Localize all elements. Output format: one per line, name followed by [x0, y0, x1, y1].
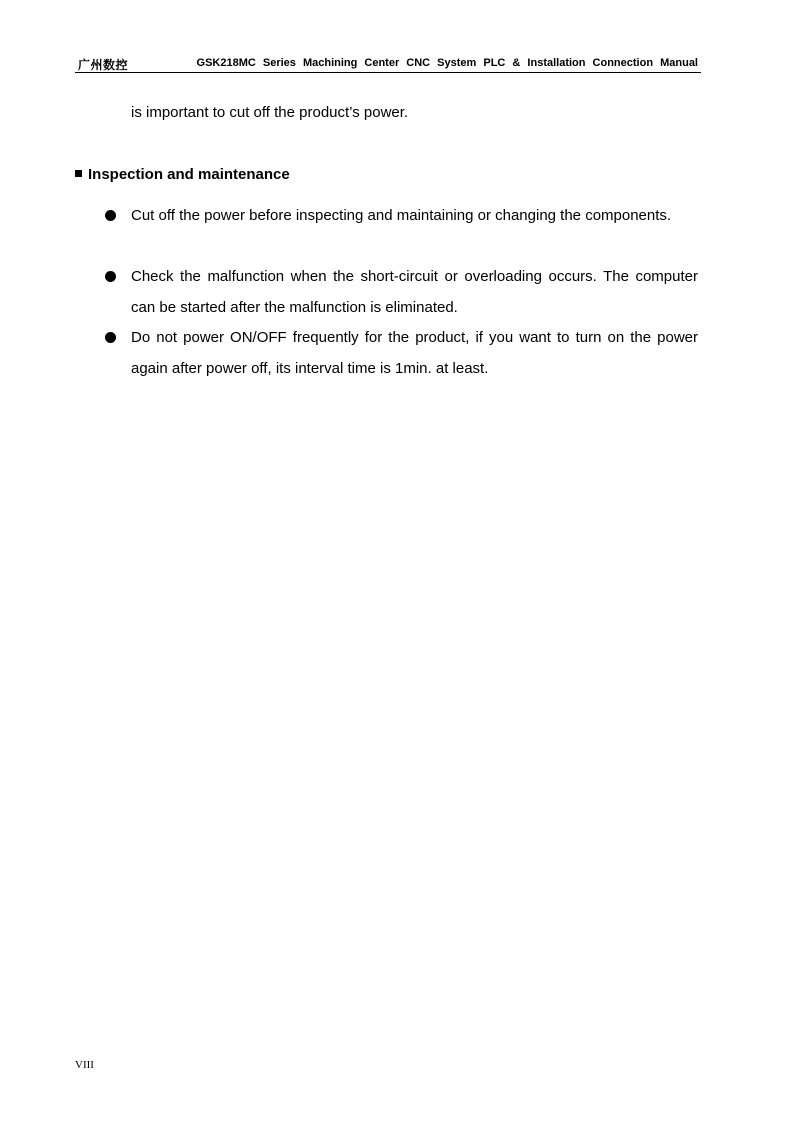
- square-bullet-icon: [75, 170, 82, 177]
- list-item-text: Check the malfunction when the short-circuit or overloading occurs. The computer can be started after the malfunction is eliminated.: [131, 268, 698, 316]
- bullet-dot-icon: [105, 332, 116, 343]
- header-title: GSK218MC Series Machining Center CNC System PLC & Installation Connection Manual: [196, 57, 698, 69]
- section-heading-text: Inspection and maintenance: [88, 166, 290, 183]
- page-header: [75, 55, 701, 73]
- bullet-dot-icon: [105, 271, 116, 282]
- brand-logo: 广州数控: [78, 58, 129, 72]
- section-heading: [75, 166, 290, 184]
- intro-paragraph: is important to cut off the product’s power.: [131, 104, 409, 121]
- page-number: VIII: [75, 1059, 94, 1071]
- list-item-text: Cut off the power before inspecting and maintaining or changing the components.: [131, 207, 672, 224]
- list-item: [131, 323, 698, 384]
- list-item-text: Do not power ON/OFF frequently for the product, if you want to turn on the power again after power off, its interval time is 1min. at least.: [131, 329, 698, 377]
- bullet-dot-icon: [105, 210, 116, 221]
- list-item: [131, 201, 698, 232]
- list-item: [131, 262, 698, 323]
